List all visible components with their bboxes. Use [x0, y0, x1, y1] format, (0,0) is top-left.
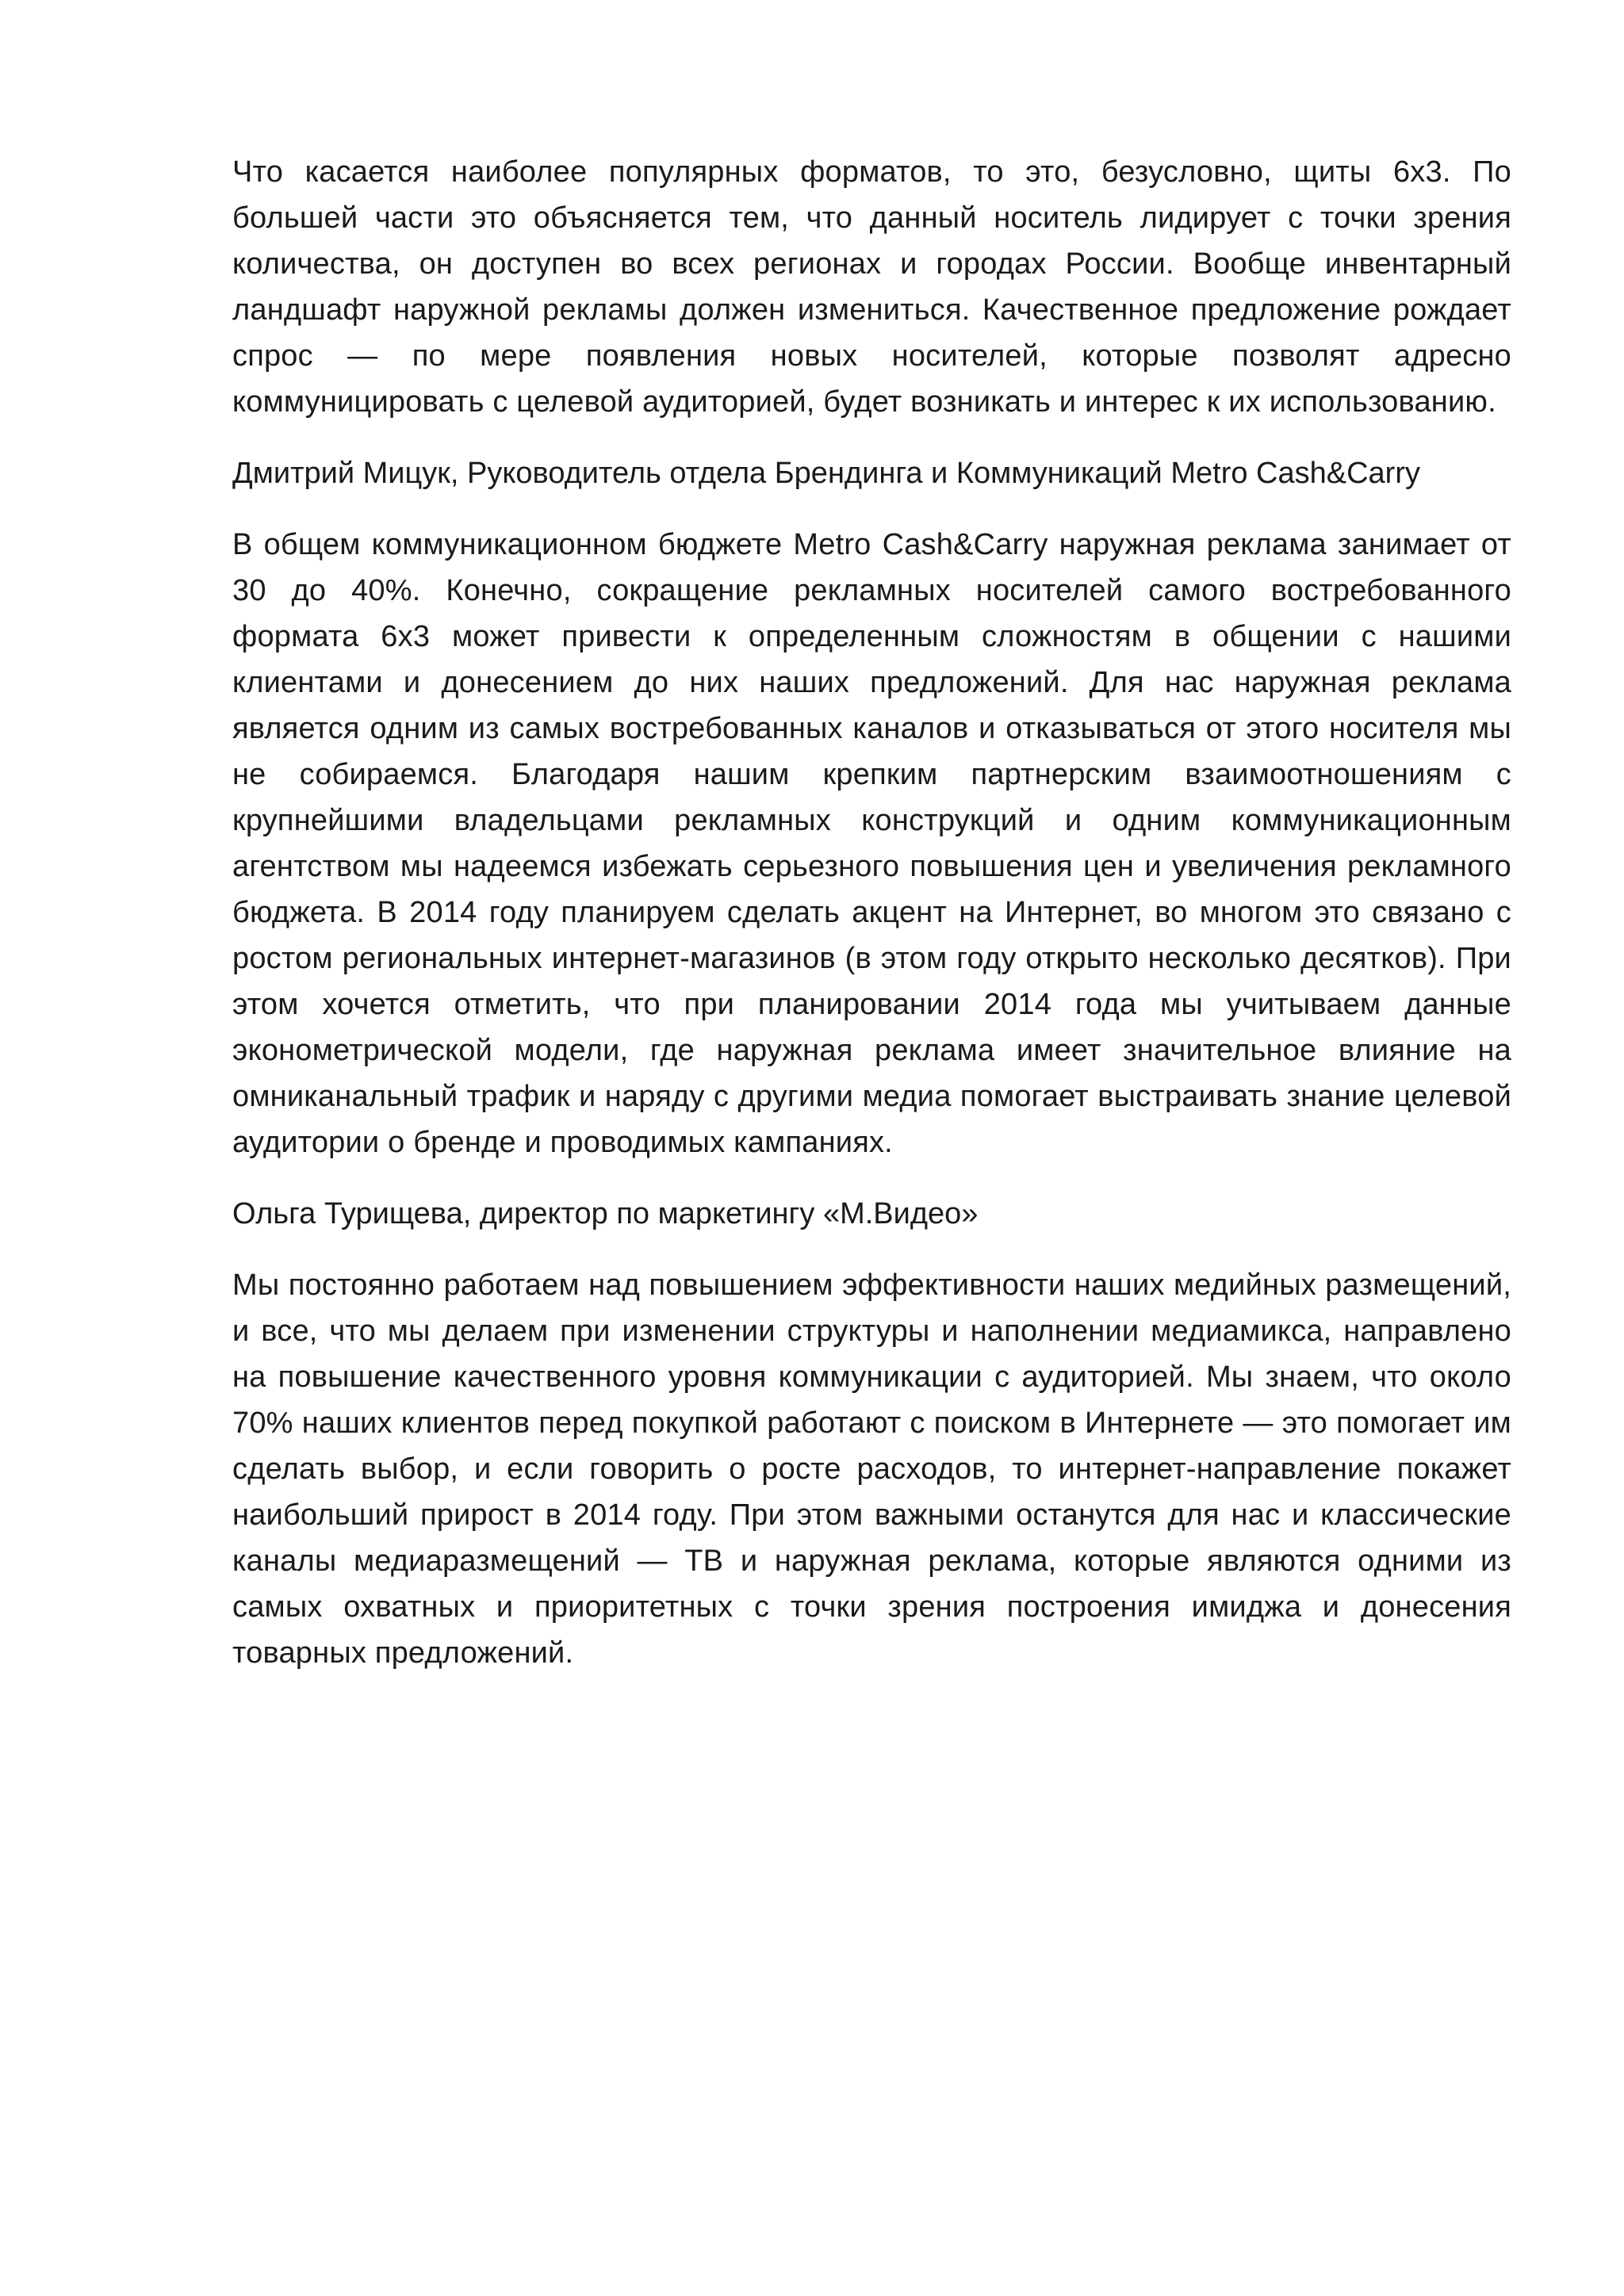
- paragraph-1: Что касается наиболее популярных форматов, то это, безусловно, щиты 6х3. По большей части это объясняется тем, что данный носитель лидирует с точки зрения количества, он доступен во всех регионах и городах России. Вообще инвентарный ландшафт наружной рекламы должен измениться. Качественное предложение рождает спрос — по мере появления новых носителей, которые позволят адресно коммуницировать с целевой аудиторией, будет возникать и интерес к их использованию.: [232, 155, 1511, 419]
- paragraph-2: В общем коммуникационном бюджете Metro Cash&Carry наружная реклама занимает от 30 до 40%. Конечно, сокращение рекламных носителей самого востребованного формата 6х3 может привести к определенным сложностям в общении с нашими клиентами и донесением до них наших предложений. Для нас наружная реклама является одним из самых востребованных каналов и отказываться от этого носителя мы не собираемся. Благодаря нашим крепким партнерским взаимоотношениям с крупнейшими владельцами рекламных конструкций и одним коммуникационным агентством мы надеемся избежать серьезного повышения цен и увеличения рекламного бюджета. В 2014 году планируем сделать акцент на Интернет, во многом это связано с ростом региональных интернет-магазинов (в этом году открыто несколько десятков). При этом хочется отметить, что при планировании 2014 года мы учитываем данные эконометрической модели, где наружная реклама имеет значительное влияние на омниканальный трафик и наряду с другими медиа помогает выстраивать знание целевой аудитории о бренде и проводимых кампаниях.: [232, 528, 1511, 1159]
- document-page: [232, 149, 1511, 1701]
- attribution-2: Ольга Турищева, директор по маркетингу «М.Видео»: [232, 1197, 979, 1230]
- attribution-1: Дмитрий Мицук, Руководитель отдела Брендинга и Коммуникаций Metro Cash&Carry: [232, 457, 1420, 490]
- paragraph-3: Мы постоянно работаем над повышением эффективности наших медийных размещений, и все, что мы делаем при изменении структуры и наполнении медиамикса, направлено на повышение качественного уровня коммуникации с аудиторией. Мы знаем, что около 70% наших клиентов перед покупкой работают с поиском в Интернете — это помогает им сделать выбор, и если говорить о росте расходов, то интернет-направление покажет наибольший прирост в 2014 году. При этом важными останутся для нас и классические каналы медиаразмещений — ТВ и наружная реклама, которые являются одними из самых охватных и приоритетных с точки зрения построения имиджа и донесения товарных предложений.: [232, 1269, 1511, 1670]
